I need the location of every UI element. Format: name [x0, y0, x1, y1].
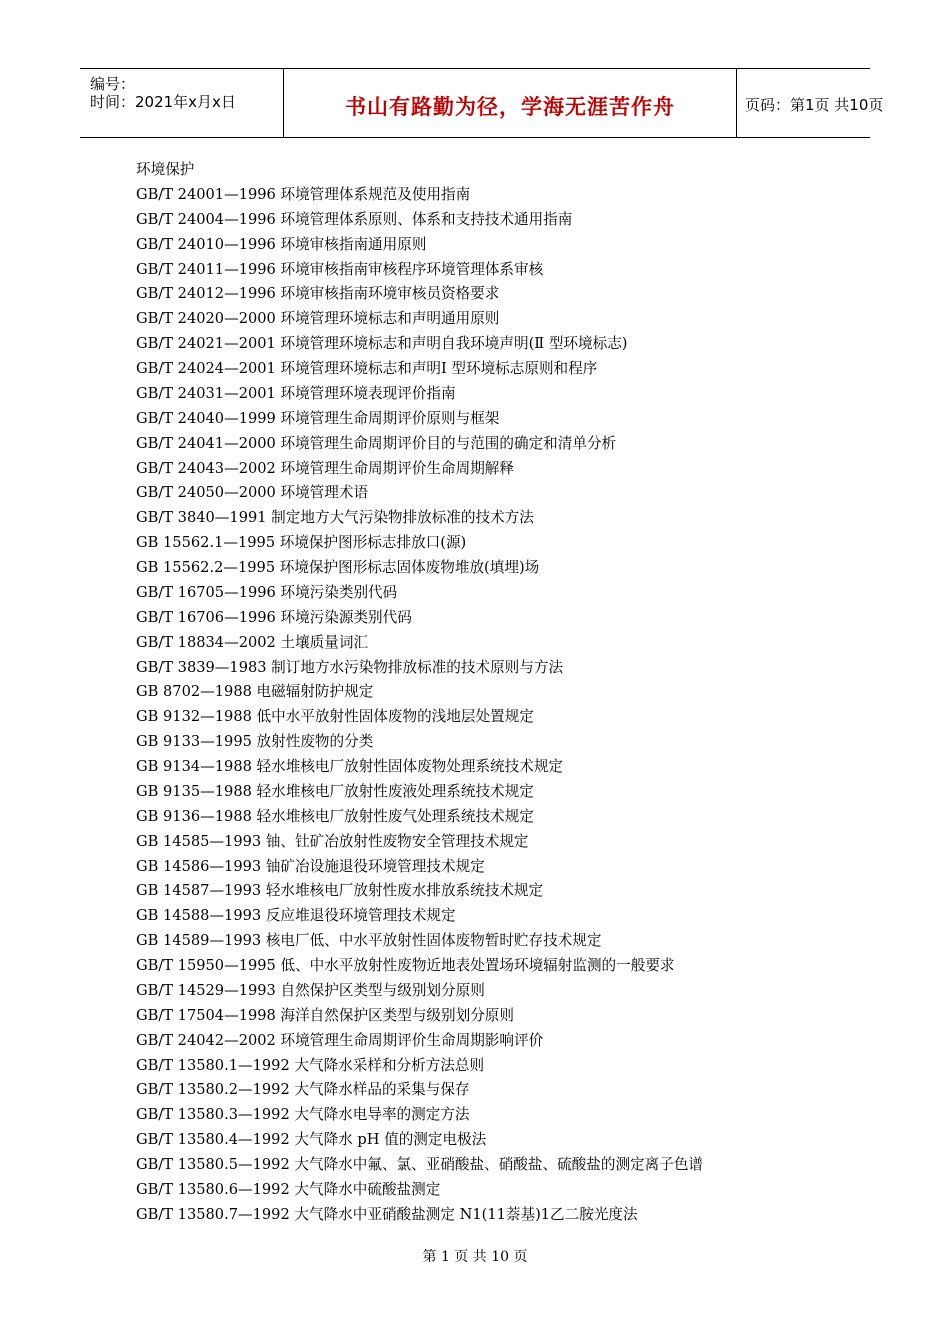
standard-item: GB/T 17504—1998 海洋自然保护区类型与级别划分原则	[136, 1006, 514, 1024]
standard-item: GB 15562.1—1995 环境保护图形标志排放口(源)	[136, 534, 467, 552]
standard-item: GB 14588—1993 反应堆退役环境管理技术规定	[136, 907, 456, 925]
document-number-label: 编号：	[90, 75, 136, 93]
standard-item: GB 8702—1988 电磁辐射防护规定	[136, 683, 374, 701]
standard-item: GB/T 13580.1—1992 大气降水采样和分析方法总则	[136, 1056, 485, 1074]
header-meta	[80, 69, 283, 137]
standard-item: GB 14589—1993 核电厂低、中水平放射性固体废物暂时贮存技术规定	[136, 932, 602, 950]
header-motto-cell	[283, 69, 737, 137]
standard-item: GB/T 13580.2—1992 大气降水样品的采集与保存	[136, 1081, 470, 1099]
standard-item: GB 9133—1995 放射性废物的分类	[136, 733, 374, 751]
standard-item: GB/T 13580.3—1992 大气降水电导率的测定方法	[136, 1106, 470, 1124]
standard-item: GB/T 13580.5—1992 大气降水中氟、氯、亚硝酸盐、硝酸盐、硫酸盐的测定离子色谱	[136, 1156, 704, 1173]
standard-item: GB 9135—1988 轻水堆核电厂放射性废液处理系统技术规定	[136, 782, 534, 800]
motto: 书山有路勤为径，学海无涯苦作舟	[345, 95, 675, 119]
standard-item: GB/T 24011—1996 环境审核指南审核程序环境管理体系审核	[136, 260, 544, 278]
standard-item: GB/T 24010—1996 环境审核指南通用原则	[136, 235, 427, 253]
standard-item: GB/T 24024—2001 环境管理环境标志和声明Ⅰ 型环境标志原则和程序	[136, 360, 598, 377]
standard-item: GB/T 24042—2002 环境管理生命周期评价生命周期影响评价	[136, 1031, 544, 1049]
standard-item: GB/T 24043—2002 环境管理生命周期评价生命周期解释	[136, 459, 514, 477]
standard-item: GB/T 24050—2000 环境管理术语	[136, 484, 369, 502]
standard-item: GB/T 3840—1991 制定地方大气污染物排放标准的技术方法	[136, 509, 534, 527]
standard-item: GB/T 24040—1999 环境管理生命周期评价原则与框架	[136, 409, 500, 427]
document-time: 时间：2021年x月x日	[90, 93, 236, 111]
header-page-cell	[736, 69, 884, 137]
standard-item: GB/T 18834—2002 土壤质量词汇	[136, 633, 369, 651]
standard-item: GB/T 13580.7—1992 大气降水中亚硝酸盐测定 N1(11萘基)1乙二胺光度法	[136, 1205, 638, 1223]
standard-item: GB/T 14529—1993 自然保护区类型与级别划分原则	[136, 981, 485, 999]
document-body	[136, 158, 856, 1228]
standard-item: GB/T 24020—2000 环境管理环境标志和声明通用原则	[136, 310, 500, 328]
standard-item: GB/T 16705—1996 环境污染类别代码	[136, 583, 398, 601]
standard-item: GB/T 13580.6—1992 大气降水中硫酸盐测定	[136, 1180, 441, 1198]
page-footer: 第 1 页 共 10 页	[422, 1249, 528, 1265]
standard-item: GB 9136—1988 轻水堆核电厂放射性废气处理系统技术规定	[136, 807, 534, 825]
page-header	[80, 68, 884, 138]
standard-item: GB/T 16706—1996 环境污染源类别代码	[136, 608, 412, 626]
standard-item: GB/T 3839—1983 制订地方水污染物排放标准的技术原则与方法	[136, 658, 564, 676]
standard-item: GB 14586—1993 铀矿冶设施退役环境管理技术规定	[136, 857, 485, 875]
standard-item: GB/T 15950—1995 低、中水平放射性废物近地表处置场环境辐射监测的一般要求	[136, 957, 675, 974]
standards-list	[136, 183, 856, 1228]
standard-item: GB/T 24041—2000 环境管理生命周期评价目的与范围的确定和清单分析	[136, 434, 617, 452]
standard-item: GB/T 24021—2001 环境管理环境标志和声明自我环境声明(Ⅱ 型环境标志)	[136, 335, 628, 353]
standard-item: GB/T 24004—1996 环境管理体系原则、体系和支持技术通用指南	[136, 210, 573, 228]
header-page-info: 页码：第1页 共10页	[745, 96, 884, 114]
standard-item: GB/T 24012—1996 环境审核指南环境审核员资格要求	[136, 285, 500, 303]
standard-item: GB/T 24001—1996 环境管理体系规范及使用指南	[136, 185, 471, 203]
standard-item: GB 9132—1988 低中水平放射性固体废物的浅地层处置规定	[136, 708, 534, 726]
standard-item: GB 15562.2—1995 环境保护图形标志固体废物堆放(填埋)场	[136, 559, 540, 576]
standard-item: GB 14585—1993 铀、钍矿冶放射性废物安全管理技术规定	[136, 832, 529, 850]
standard-item: GB/T 24031—2001 环境管理环境表现评价指南	[136, 384, 456, 402]
standard-item: GB 14587—1993 轻水堆核电厂放射性废水排放系统技术规定	[136, 882, 544, 900]
standard-item: GB 9134—1988 轻水堆核电厂放射性固体废物处理系统技术规定	[136, 758, 564, 775]
section-title: 环境保护	[136, 161, 195, 178]
standard-item: GB/T 13580.4—1992 大气降水 pH 值的测定电极法	[136, 1131, 487, 1149]
